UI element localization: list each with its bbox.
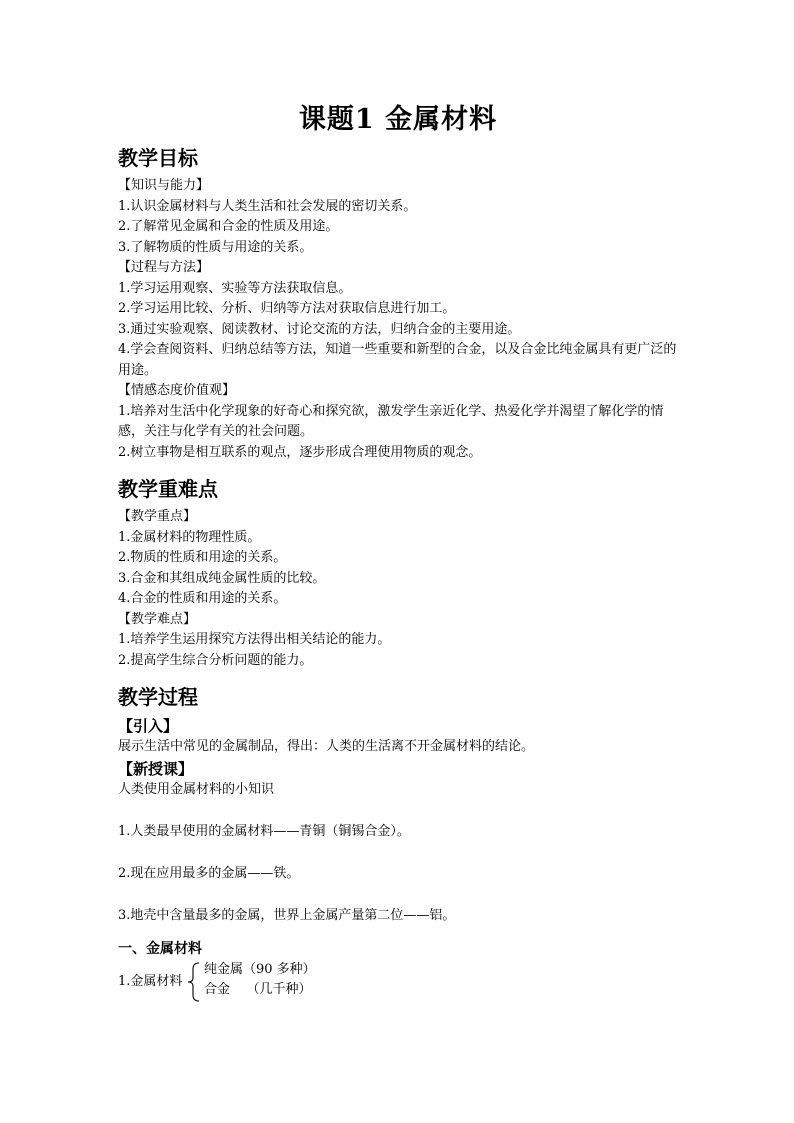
heading-key-points: 教学重难点 — [118, 477, 218, 501]
key-points-item: 2.提高学生综合分析问题的能力。 — [118, 652, 313, 668]
new-lesson-lead: 人类使用金属材料的小知识 — [118, 781, 275, 797]
intro-label: 【引入】 — [118, 717, 179, 735]
key-points-item: 4.合金的性质和用途的关系。 — [118, 591, 287, 606]
goals-item: 2.树立事物是相互联系的观点，逐步形成合理使用物质的观念。 — [118, 444, 482, 460]
goals-item: 3.了解物质的性质与用途的关系。 — [118, 239, 313, 255]
goals-item: 3.通过实验观察、阅读教材、讨论交流的方法，归纳合金的主要用途。 — [118, 321, 521, 337]
tree-branch-pure-metal: 纯金属（90 多种） — [204, 961, 316, 977]
key-points-item: 1.培养学生运用探究方法得出相关结论的能力。 — [118, 632, 391, 647]
page-title: 课题1 金属材料 — [298, 104, 498, 135]
tree-branch-alloy: 合金 （几千种） — [204, 981, 312, 997]
goals-group-label: 【情感态度价值观】 — [118, 383, 236, 398]
goals-item: 2.学习运用比较、分析、归纳等方法对获取信息进行加工。 — [118, 301, 456, 316]
goals-group-label: 【知识与能力】 — [118, 178, 210, 193]
left-brace-icon — [186, 962, 200, 1002]
document-page — [118, 100, 678, 1004]
key-points-item: 1.金属材料的物理性质。 — [118, 529, 261, 545]
key-points-group-label: 【教学重点】 — [118, 509, 197, 524]
new-lesson-label: 【新授课】 — [118, 759, 194, 778]
fact-item: 1.人类最早使用的金属材料——青铜（铜锡合金）。 — [118, 823, 410, 839]
goals-item: 2.了解常见金属和合金的性质及用途。 — [118, 219, 339, 234]
intro-text: 展示生活中常见的金属制品，得出：人类的生活离不开金属材料的结论。 — [118, 739, 535, 754]
tree-root: 1.金属材料 — [118, 973, 183, 989]
fact-item: 2.现在应用最多的金属——铁。 — [118, 865, 300, 881]
section-heading-metal-materials: 一、金属材料 — [118, 940, 202, 957]
goals-item: 1.认识金属材料与人类生活和社会发展的密切关系。 — [118, 198, 417, 214]
goals-item: 4.学会查阅资料、归纳总结等方法，知道一些重要和新型的合金，以及合金比纯金属具有更广泛的用途。 — [118, 342, 677, 378]
fact-item: 3.地壳中含量最多的金属，世界上金属产量第二位——铝。 — [118, 907, 456, 923]
key-points-item: 2.物质的性质和用途的关系。 — [118, 550, 287, 565]
goals-item: 1.培养对生活中化学现象的好奇心和探究欲，激发学生亲近化学、热爱化学并渴望了解化学的情感，关注与化学有关的社会问题。 — [118, 403, 664, 439]
key-points-group-label: 【教学难点】 — [118, 611, 197, 627]
heading-process: 教学过程 — [118, 685, 198, 709]
classification-tree — [118, 960, 678, 1004]
goals-group-label: 【过程与方法】 — [118, 260, 210, 275]
goals-item: 1.学习运用观察、实验等方法获取信息。 — [118, 280, 352, 296]
heading-goals: 教学目标 — [118, 146, 198, 170]
key-points-item: 3.合金和其组成纯金属性质的比较。 — [118, 570, 326, 586]
